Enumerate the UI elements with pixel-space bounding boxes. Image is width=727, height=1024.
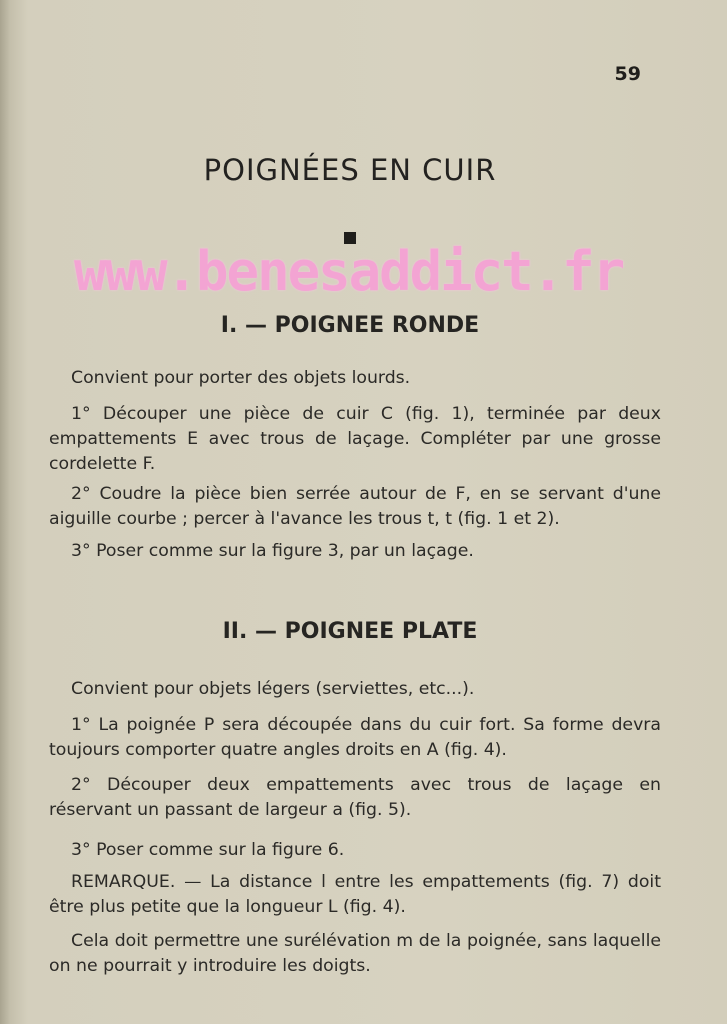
section-2-item-2: 2° Découper deux empattements avec trous de laçage en réservant un passant de largeur a (fig. 5).	[49, 775, 661, 820]
page-title: POIGNÉES EN CUIR	[203, 153, 497, 187]
section-2-item-1: 1° La poignée P sera découpée dans du cuir fort. Sa forme devra toujours comporter quatre angles droits en A (fig. 4).	[49, 715, 661, 760]
section-2-conclusion: Cela doit permettre une surélévation m de la poignée, sans laquelle on ne pourrait y introduire les doigts.	[49, 931, 661, 976]
section-2-remarque: REMARQUE. — La distance l entre les empattements (fig. 7) doit être plus petite que la longueur L (fig. 4).	[49, 872, 661, 917]
section-1-intro: Convient pour porter des objets lourds.	[71, 368, 411, 388]
page-number: 59	[614, 63, 641, 85]
section-2-intro: Convient pour objets légers (serviettes, etc...).	[71, 679, 475, 699]
section-1-item-1: 1° Découper une pièce de cuir C (fig. 1), terminée par deux empattements E avec trous de laçage. Compléter par une grosse cordelette F.	[49, 404, 661, 474]
section-2-item-3: 3° Poser comme sur la figure 6.	[71, 840, 345, 860]
section-1-item-2: 2° Coudre la pièce bien serrée autour de F, en se servant d'une aiguille courbe ; percer à l'avance les trous t, t (fig. 1 et 2).	[49, 484, 661, 529]
section-1-item-3: 3° Poser comme sur la figure 3, par un laçage.	[71, 541, 474, 561]
section-2-heading: II. — POIGNEE PLATE	[222, 619, 478, 644]
section-1-heading: I. — POIGNEE RONDE	[220, 313, 480, 338]
watermark-text: www.benesaddict.fr	[74, 240, 624, 303]
